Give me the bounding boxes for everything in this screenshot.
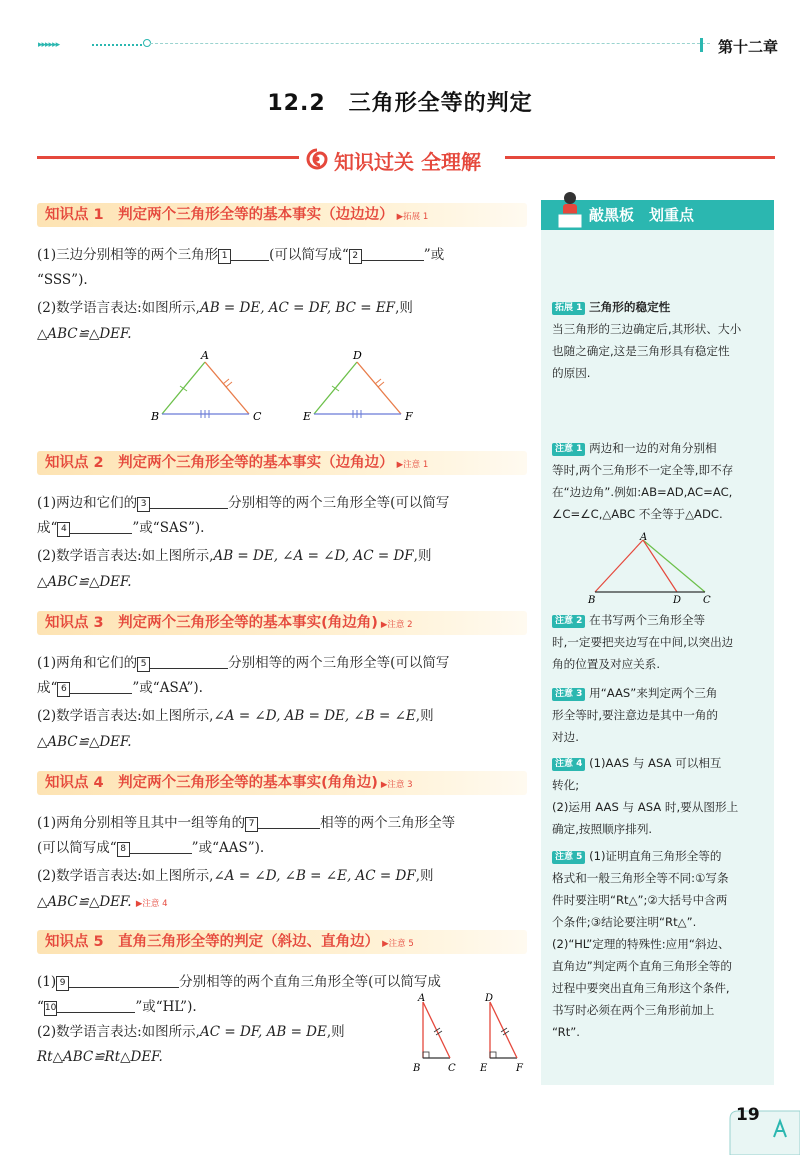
text: (1)两角分别相等且其中一组等角的: [37, 815, 246, 831]
text: (1)两边和它们的: [37, 495, 138, 511]
text: 相等的两个三角形全等: [320, 815, 456, 831]
header-arrows: ▸▸▸▸▸▸: [38, 40, 60, 50]
note-line: 两边和一边的对角分别相: [589, 441, 717, 455]
counterexample-figure: [585, 532, 725, 604]
blank-3[interactable]: [150, 494, 228, 509]
side-DF: [357, 362, 401, 414]
answer-box-8: 8: [117, 842, 130, 857]
label-F: F: [405, 410, 413, 423]
answer-box-7: 7: [245, 817, 258, 832]
point-1-heading-text: 知识点 1 判定两个三角形全等的基本事实（边边边）: [45, 207, 394, 223]
label-F: F: [516, 1063, 523, 1074]
text: ,则: [326, 1024, 345, 1040]
point-5-line-4: Rt△ABC≌Rt△DEF.: [37, 1049, 163, 1065]
math-expr: ∠A = ∠D, ∠B = ∠E, AC = DF: [213, 868, 416, 884]
sidebar-header: 敲黑板 划重点: [541, 200, 774, 230]
blank-6[interactable]: [70, 679, 132, 694]
answer-box-6: 6: [57, 682, 70, 697]
point-2-heading: [37, 451, 527, 475]
text: (2)数学语言表达:如图所示,: [37, 300, 200, 316]
text: 成“: [37, 520, 58, 536]
text: (1)三边分别相等的两个三角形: [37, 247, 219, 263]
point-2-line-1: [37, 491, 532, 516]
label-B: B: [413, 1063, 421, 1074]
sidebar-note-extend-1: [552, 296, 774, 384]
note-line: 时,一定要把夹边写在中间,以突出边: [552, 635, 734, 649]
answer-box-2: 2: [349, 249, 362, 264]
text: ,则: [395, 300, 413, 316]
point-4-heading-text: 知识点 4 判定两个三角形全等的基本事实(角角边): [45, 775, 378, 791]
text: (可以简写成“: [37, 840, 117, 856]
text: 分别相等的两个三角形全等(可以简写: [228, 655, 450, 671]
note-line: 转化;: [552, 778, 580, 792]
text: ”或“AAS”).: [191, 840, 265, 856]
blank-5[interactable]: [150, 654, 228, 669]
sidebar-note-3: [552, 682, 774, 748]
answer-box-1: 1: [218, 249, 231, 264]
banner-rule-left: [37, 156, 299, 159]
note-line: 格式和一般三角形全等不同:①写条: [552, 871, 729, 885]
text: ”或“SAS”).: [132, 520, 205, 536]
label-A: A: [640, 532, 648, 543]
point-3-line-3: [37, 704, 532, 729]
point-4-tag: ▶注意 3: [380, 780, 413, 790]
point-3-heading-text: 知识点 3 判定两个三角形全等的基本事实(角边角): [45, 615, 378, 631]
swirl-icon: [304, 147, 330, 171]
math-expr: AB = DE, AC = DF, BC = EF: [199, 300, 396, 316]
math-expr: AC = DF, AB = DE: [199, 1024, 327, 1040]
note-line: 角的位置及对应关系.: [552, 657, 661, 671]
note-line: (2)“HL”定理的特殊性:应用“斜边、: [552, 937, 730, 951]
label-D: D: [673, 595, 682, 604]
point-2-heading-text: 知识点 2 判定两个三角形全等的基本事实（边角边）: [45, 455, 394, 471]
note-line: 直角边”判定两个直角三角形全等的: [552, 959, 732, 973]
chapter-mark: [700, 38, 703, 52]
point-4-line-4: [37, 890, 532, 917]
answer-box-4: 4: [57, 522, 70, 537]
tag-badge: 注意 3: [552, 688, 585, 701]
text: (2)数学语言表达:如上图所示,: [37, 548, 214, 564]
header-rule: [150, 43, 710, 44]
section-title: 12.2 三角形全等的判定: [267, 91, 533, 116]
label-C: C: [703, 595, 711, 604]
note-line: 过程中要突出直角三角形这个条件,: [552, 981, 730, 995]
text: (2)数学语言表达:如上图所示,: [37, 708, 214, 724]
sidebar-note-5: [552, 845, 774, 1043]
blank-9[interactable]: [69, 973, 179, 988]
blank-1[interactable]: [231, 246, 269, 261]
label-D: D: [353, 349, 362, 362]
sidebar-note-2: [552, 609, 774, 675]
math-expr: △ABC≌△DEF.: [37, 894, 132, 910]
text: “: [37, 999, 44, 1015]
note-line: 的原因.: [552, 366, 591, 380]
blank-4[interactable]: [70, 519, 132, 534]
label-C: C: [448, 1063, 456, 1074]
point-3-tag: ▶注意 2: [380, 620, 413, 630]
point-3-line-2: [37, 676, 532, 701]
tag-badge: 拓展 1: [552, 302, 585, 315]
point-5-tag: ▶注意 5: [382, 939, 414, 949]
point-4-line-3: [37, 864, 532, 889]
banner-title: [304, 146, 481, 175]
tag-badge: 注意 4: [552, 758, 585, 771]
point-1-line-1: [37, 243, 532, 268]
note-line: (2)运用 AAS 与 ASA 时,要从图形上: [552, 800, 739, 814]
note-line: 在“边边角”.例如:AB=AD,AC=AC,: [552, 485, 733, 499]
note-line: 等时,两个三角形不一定全等,即不存: [552, 463, 734, 477]
note-line: 个条件;③结论要注明“Rt△”.: [552, 915, 697, 929]
label-B: B: [151, 410, 160, 423]
tag-badge: 注意 5: [552, 851, 585, 864]
banner-text: 知识过关 全理解: [334, 150, 481, 174]
note-line: 在书写两个三角形全等: [589, 613, 706, 627]
point-5-heading: [37, 930, 527, 954]
note-line: 件时要注明“Rt△”;②大括号中含两: [552, 893, 728, 907]
point-1-line-4: △ABC≌△DEF.: [37, 326, 132, 342]
text: (2)数学语言表达:如图所示,: [37, 1024, 200, 1040]
answer-box-3: 3: [137, 497, 150, 512]
point-4-line-2: [37, 836, 532, 861]
point-1-line-2: “SSS”).: [37, 272, 88, 288]
text: ,则: [415, 868, 434, 884]
note-line: 对边.: [552, 730, 579, 744]
text: 分别相等的两个直角三角形全等(可以简写成: [179, 974, 441, 990]
point-3-line-4: △ABC≌△DEF.: [37, 734, 132, 750]
point-4-line-1: [37, 811, 532, 836]
note-line: 用“AAS”来判定两个三角: [589, 686, 718, 700]
point-5-heading-text: 知识点 5 直角三角形全等的判定（斜边、直角边）: [45, 934, 380, 950]
text: 成“: [37, 680, 58, 696]
math-expr: ∠A = ∠D, AB = DE, ∠B = ∠E: [213, 708, 416, 724]
header-dotted-line: [92, 44, 142, 46]
point-1-tag: ▶拓展 1: [396, 212, 429, 222]
note-line: 也随之确定,这是三角形具有稳定性: [552, 344, 730, 358]
label-A: A: [201, 349, 209, 362]
note-line: (1)AAS 与 ASA 可以相互: [589, 756, 722, 770]
label-D: D: [485, 993, 494, 1004]
tag-badge: 注意 1: [552, 443, 585, 456]
triangles-figure: [145, 348, 425, 430]
text: (可以简写成“: [269, 247, 349, 263]
teacher-icon: [555, 190, 585, 232]
point-5-line-3: [37, 1020, 407, 1045]
point-1-heading: [37, 203, 527, 227]
banner-rule-right: [505, 156, 775, 159]
note-line: 书写时必须在两个三角形前加上: [552, 1003, 715, 1017]
point-2-tag: ▶注意 1: [396, 460, 429, 470]
point-2-line-2: [37, 516, 532, 541]
text: (1)两角和它们的: [37, 655, 138, 671]
tag-badge: 注意 2: [552, 615, 585, 628]
blank-10[interactable]: [57, 998, 135, 1013]
text: ”或: [423, 247, 445, 263]
point-1-line-3: [37, 296, 532, 321]
text: (2)数学语言表达:如上图所示,: [37, 868, 214, 884]
chapter-label: 第十二章: [717, 38, 778, 56]
label-A: A: [418, 993, 426, 1004]
right-triangles-figure: [410, 992, 535, 1074]
label-C: C: [253, 410, 262, 423]
note-line: (1)证明直角三角形全等的: [589, 849, 722, 863]
side-AC: [205, 362, 249, 414]
point-3-line-1: [37, 651, 532, 676]
point-4-heading: [37, 771, 527, 795]
note-line: 确定,按照顺序排列.: [552, 822, 653, 836]
text: ,则: [413, 548, 432, 564]
blank-7[interactable]: [258, 814, 320, 829]
math-expr: AB = DE, ∠A = ∠D, AC = DF: [213, 548, 414, 564]
label-B: B: [588, 595, 596, 604]
point-4-note-tag: ▶注意 4: [135, 899, 168, 909]
note-line: 形全等时,要注意边是其中一角的: [552, 708, 718, 722]
answer-box-9: 9: [56, 976, 69, 991]
text: (1): [37, 974, 57, 990]
blank-2[interactable]: [362, 246, 424, 261]
text: 分别相等的两个三角形全等(可以简写: [228, 495, 450, 511]
point-2-line-3: [37, 544, 532, 569]
label-E: E: [480, 1063, 488, 1074]
text: ”或“ASA”).: [132, 680, 203, 696]
blank-8[interactable]: [130, 839, 192, 854]
label-E: E: [303, 410, 312, 423]
note-line: “Rt”.: [552, 1025, 580, 1039]
text: ”或“HL”).: [135, 999, 197, 1015]
text: ,则: [415, 708, 434, 724]
point-3-heading: [37, 611, 527, 635]
answer-box-5: 5: [137, 657, 150, 672]
page-number: 19: [736, 1105, 760, 1125]
answer-box-10: 10: [44, 1001, 57, 1016]
sidebar-note-4: [552, 752, 774, 840]
sidebar-note-1: [552, 437, 774, 525]
note-line: 当三角形的三边确定后,其形状、大小: [552, 322, 742, 336]
note-line: ∠C=∠C,△ABC 不全等于△ADC.: [552, 507, 723, 521]
point-2-line-4: △ABC≌△DEF.: [37, 574, 132, 590]
note-title: 三角形的稳定性: [589, 300, 671, 314]
